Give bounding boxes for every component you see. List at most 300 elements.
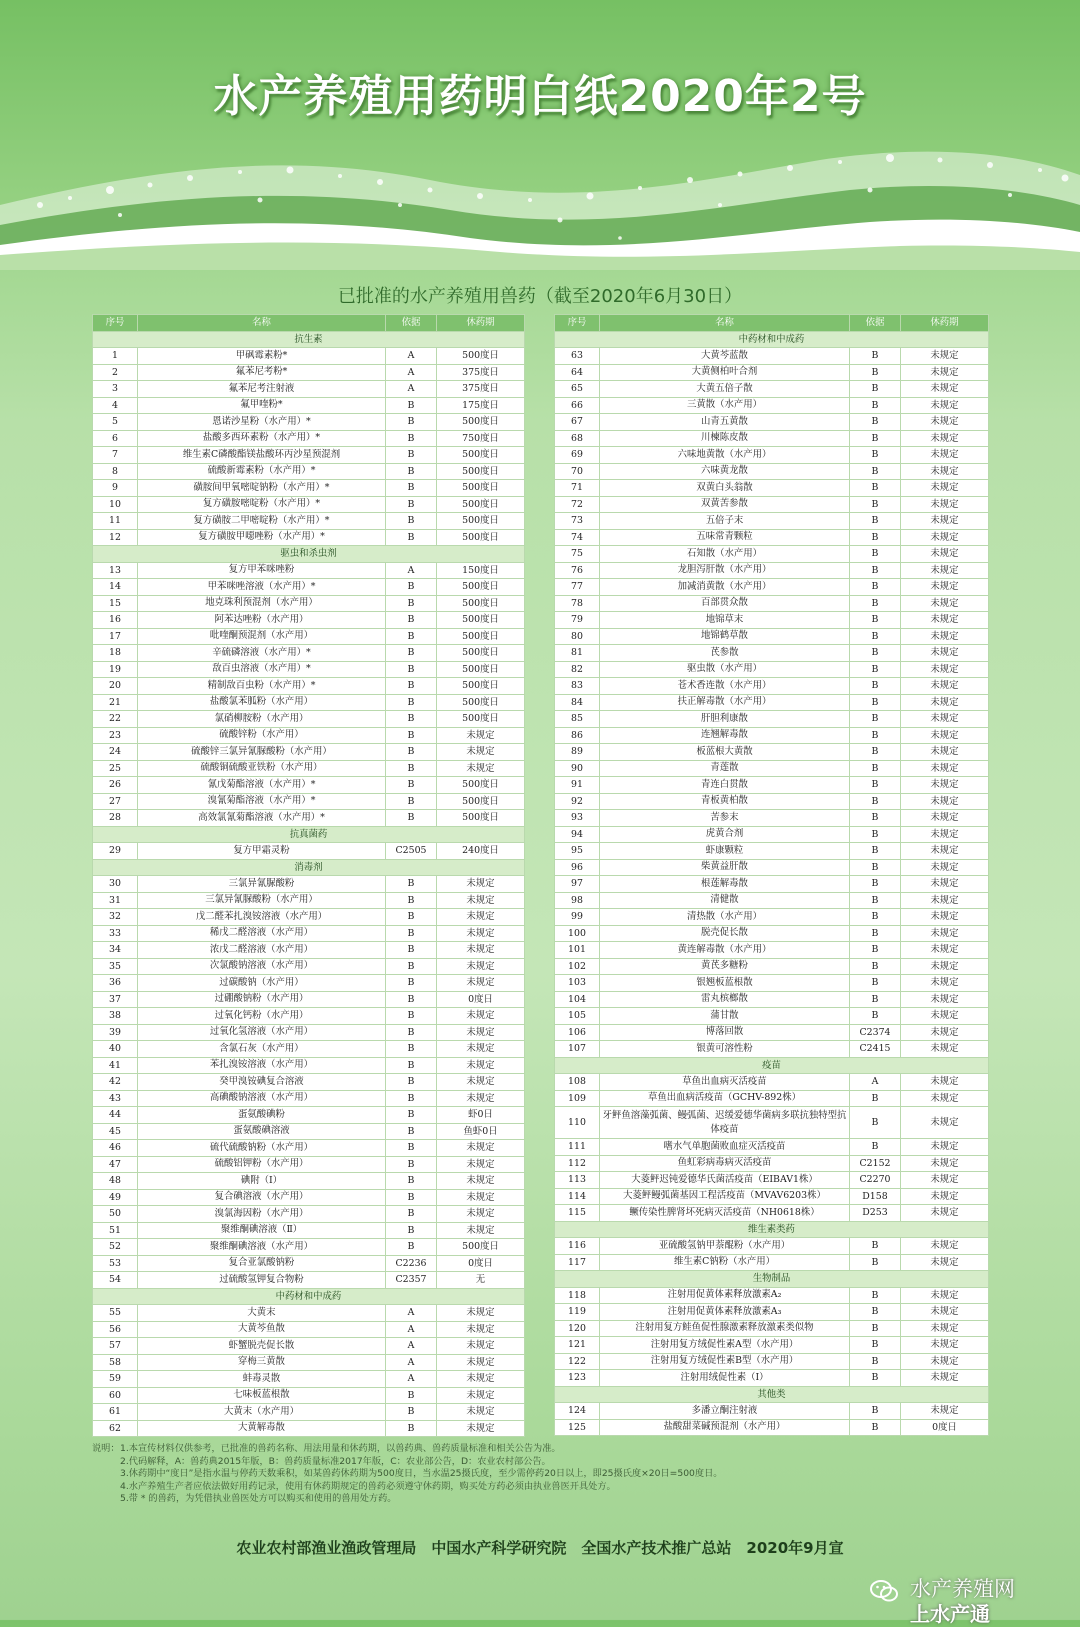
category-row [93,546,525,563]
cell-no: 92 [555,793,600,810]
header-name: 名称 [600,315,850,332]
cell-name: 复方甲霜灵粉 [138,843,386,860]
cell-name: 嗜水气单胞菌败血症灭活疫苗 [600,1139,850,1156]
table-row [93,1338,525,1355]
cell-name: 聚维酮碘溶液（Ⅱ） [138,1222,386,1239]
table-row [555,843,989,860]
cell-withdrawal: 未规定 [901,975,989,992]
cell-basis: B [850,1320,901,1337]
cell-withdrawal: 未规定 [901,579,989,596]
cell-name: 亚硫酸氢钠甲萘醌粉（水产用） [600,1238,850,1255]
cell-no: 111 [555,1139,600,1156]
cell-name: 硫酸铜硫酸亚铁粉（水产用） [138,760,386,777]
cell-no: 57 [93,1338,138,1355]
cell-name: 草鱼出血病活疫苗（GCHV-892株） [600,1090,850,1107]
table-row [555,694,989,711]
cell-no: 72 [555,496,600,513]
cell-name: 地锦鹤草散 [600,628,850,645]
cell-no: 5 [93,414,138,431]
table-row [555,463,989,480]
cell-basis: B [850,414,901,431]
cell-withdrawal: 未规定 [437,1189,525,1206]
cell-name: 柴黄益肝散 [600,859,850,876]
cell-basis: C2357 [386,1272,437,1289]
cell-withdrawal: 500度日 [437,529,525,546]
cell-withdrawal: 未规定 [901,1337,989,1354]
table-row [93,1057,525,1074]
cell-no: 34 [93,942,138,959]
cell-no: 17 [93,628,138,645]
cell-withdrawal: 500度日 [437,463,525,480]
table-row [555,1074,989,1091]
cell-name: 注射用促黄体素释放激素A₃ [600,1304,850,1321]
cell-no: 52 [93,1239,138,1256]
cell-basis: C2505 [386,843,437,860]
cell-no: 19 [93,661,138,678]
cell-basis: B [850,1090,901,1107]
cell-no: 116 [555,1238,600,1255]
cell-withdrawal: 未规定 [901,793,989,810]
table-row [555,744,989,761]
cell-basis: B [386,1057,437,1074]
cell-name: 地克珠利预混剂（水产用） [138,595,386,612]
cell-basis: B [850,1238,901,1255]
cell-name: 五味常青颗粒 [600,529,850,546]
cell-basis: B [386,612,437,629]
cell-basis: B [850,562,901,579]
table-row [93,958,525,975]
cell-name: 芪参散 [600,645,850,662]
cell-name: 盐酸氯苯胍粉（水产用） [138,694,386,711]
cell-no: 118 [555,1287,600,1304]
cell-no: 2 [93,364,138,381]
cell-no: 120 [555,1320,600,1337]
cell-withdrawal: 未规定 [901,991,989,1008]
cell-no: 104 [555,991,600,1008]
cell-basis: B [386,1173,437,1190]
cell-withdrawal: 未规定 [901,1024,989,1041]
cell-withdrawal: 无 [437,1272,525,1289]
cell-no: 124 [555,1403,600,1420]
table-row [555,711,989,728]
cell-withdrawal: 500度日 [437,612,525,629]
table-row [93,463,525,480]
table-row [555,1024,989,1041]
cell-withdrawal: 未规定 [901,925,989,942]
table-row [93,1206,525,1223]
cell-basis: B [386,1404,437,1421]
cell-name: 注射用复方绒促性素B型（水产用） [600,1353,850,1370]
cell-withdrawal: 未规定 [901,562,989,579]
header-no: 序号 [555,315,600,332]
category-row [93,859,525,876]
cell-withdrawal: 未规定 [901,1107,989,1139]
cell-withdrawal: 500度日 [437,793,525,810]
cell-basis: B [850,958,901,975]
cell-withdrawal: 未规定 [901,1304,989,1321]
cell-name: 大黄芩蓝散 [600,348,850,365]
cell-basis: B [386,744,437,761]
cell-no: 16 [93,612,138,629]
cell-basis: B [850,892,901,909]
table-row [555,595,989,612]
cell-withdrawal: 未规定 [901,1320,989,1337]
cell-name: 驱虫散（水产用） [600,661,850,678]
cell-basis: B [386,595,437,612]
cell-basis: B [850,1403,901,1420]
cell-name: 阿苯达唑粉（水产用） [138,612,386,629]
table-row [93,496,525,513]
table-row [555,1238,989,1255]
cell-no: 96 [555,859,600,876]
cell-name: 鱼虹彩病毒病灭活疫苗 [600,1155,850,1172]
table-row [93,513,525,530]
cell-name: 戊二醛苯扎溴铵溶液（水产用） [138,909,386,926]
cell-withdrawal: 未规定 [437,1156,525,1173]
page-title: 水产养殖用药明白纸2020年2号 [213,71,867,122]
table-row [93,430,525,447]
right-drug-table [554,314,989,1436]
cell-withdrawal: 未规定 [437,1420,525,1437]
cell-no: 37 [93,991,138,1008]
cell-basis: B [386,909,437,926]
table-row [555,909,989,926]
cell-name: 恩诺沙星粉（水产用）* [138,414,386,431]
cell-no: 62 [93,1420,138,1437]
cell-no: 107 [555,1041,600,1058]
cell-withdrawal: 未规定 [901,447,989,464]
cell-basis: B [386,1090,437,1107]
cell-basis: D253 [850,1205,901,1222]
table-row [555,925,989,942]
table-row [93,1387,525,1404]
cell-withdrawal: 未规定 [437,1305,525,1322]
table-row [93,991,525,1008]
cell-withdrawal: 500度日 [437,447,525,464]
category-label: 疫苗 [555,1057,989,1074]
table-row [555,628,989,645]
cell-no: 66 [555,397,600,414]
cell-name: 次氯酸钠溶液（水产用） [138,958,386,975]
cell-basis: B [850,777,901,794]
cell-name: 青连白贯散 [600,777,850,794]
cell-name: 大菱鲆鳗弧菌基因工程活疫苗（MVAV6203株） [600,1188,850,1205]
cell-withdrawal: 未规定 [437,727,525,744]
cell-name: 浓戊二醛溶液（水产用） [138,942,386,959]
table-row [93,414,525,431]
cell-no: 32 [93,909,138,926]
cell-name: 碘附（Ⅰ） [138,1173,386,1190]
table-row [555,1107,989,1139]
cell-no: 4 [93,397,138,414]
cell-no: 106 [555,1024,600,1041]
cell-name: 高效氯氰菊酯溶液（水产用）* [138,810,386,827]
cell-withdrawal: 未规定 [437,1140,525,1157]
cell-basis: B [850,595,901,612]
cell-name: 盐酸多西环素粉（水产用）* [138,430,386,447]
cell-name: 三氯异氰脲酸粉（水产用） [138,892,386,909]
cell-basis: B [386,661,437,678]
cell-basis: B [386,777,437,794]
cell-name: 青莲散 [600,760,850,777]
cell-no: 51 [93,1222,138,1239]
cell-name: 甲砜霉素粉* [138,348,386,365]
cell-withdrawal: 未规定 [901,364,989,381]
cell-withdrawal: 鱼虾0日 [437,1123,525,1140]
cell-no: 11 [93,513,138,530]
cell-withdrawal: 未规定 [901,810,989,827]
cell-name: 精制敌百虫粉（水产用）* [138,678,386,695]
cell-no: 70 [555,463,600,480]
cell-name: 山青五黄散 [600,414,850,431]
cell-name: 黄连解毒散（水产用） [600,942,850,959]
table-row [555,1320,989,1337]
cell-basis: B [850,991,901,1008]
cell-no: 38 [93,1008,138,1025]
table-row [555,364,989,381]
table-row [555,876,989,893]
cell-withdrawal: 未规定 [901,1155,989,1172]
cell-name: 过氧化氢溶液（水产用） [138,1024,386,1041]
cell-no: 121 [555,1337,600,1354]
cell-basis: B [850,1107,901,1139]
table-row [555,958,989,975]
cell-withdrawal: 未规定 [437,909,525,926]
cell-basis: B [386,1107,437,1124]
cell-basis: B [850,447,901,464]
table-row [555,777,989,794]
cell-name: 草鱼出血病灭活疫苗 [600,1074,850,1091]
cell-name: 复方磺胺甲噁唑粉（水产用）* [138,529,386,546]
cell-withdrawal: 未规定 [901,397,989,414]
cell-withdrawal: 未规定 [901,843,989,860]
cell-no: 8 [93,463,138,480]
cell-name: 地锦草末 [600,612,850,629]
cell-basis: B [850,661,901,678]
cell-withdrawal: 未规定 [437,1354,525,1371]
cell-name: 复方磺胺嘧啶粉（水产用）* [138,496,386,513]
table-row [555,1287,989,1304]
cell-withdrawal: 未规定 [901,892,989,909]
cell-name: 大黄解毒散 [138,1420,386,1437]
cell-withdrawal: 未规定 [901,430,989,447]
cell-withdrawal: 500度日 [437,513,525,530]
cell-basis: A [386,348,437,365]
cell-no: 97 [555,876,600,893]
cell-no: 65 [555,381,600,398]
cell-basis: B [850,793,901,810]
cell-basis: B [850,727,901,744]
cell-basis: B [386,1140,437,1157]
cell-no: 58 [93,1354,138,1371]
table-row [93,1074,525,1091]
cell-no: 55 [93,1305,138,1322]
cell-no: 46 [93,1140,138,1157]
cell-basis: B [386,991,437,1008]
cell-name: 蚌毒灵散 [138,1371,386,1388]
category-label: 维生素类药 [555,1221,989,1238]
cell-no: 23 [93,727,138,744]
table-row [93,694,525,711]
cell-no: 24 [93,744,138,761]
cell-withdrawal: 500度日 [437,1239,525,1256]
cell-withdrawal: 未规定 [437,1387,525,1404]
table-row [93,1008,525,1025]
table-row [93,447,525,464]
table-row [555,513,989,530]
cell-no: 47 [93,1156,138,1173]
cell-name: 注射用绒促性素（Ⅰ） [600,1370,850,1387]
cell-name: 雷丸槟榔散 [600,991,850,1008]
cell-basis: B [850,364,901,381]
cell-basis: B [386,694,437,711]
cell-basis: B [386,480,437,497]
cell-no: 123 [555,1370,600,1387]
cell-basis: C2374 [850,1024,901,1041]
cell-no: 71 [555,480,600,497]
cell-no: 85 [555,711,600,728]
cell-basis: B [386,1222,437,1239]
cell-no: 117 [555,1254,600,1271]
cell-no: 78 [555,595,600,612]
cell-no: 76 [555,562,600,579]
cell-no: 54 [93,1272,138,1289]
cell-name: 穿梅三黄散 [138,1354,386,1371]
cell-name: 氟苯尼考粉* [138,364,386,381]
cell-name: 大菱鲆迟钝爱德华氏菌活疫苗（EIBAV1株） [600,1172,850,1189]
table-row [555,480,989,497]
cell-withdrawal: 175度日 [437,397,525,414]
cell-basis: A [386,1354,437,1371]
cell-withdrawal: 500度日 [437,595,525,612]
cell-basis: B [850,496,901,513]
cell-basis: B [386,925,437,942]
cell-name: 蒲甘散 [600,1008,850,1025]
note-item: 1.本宣传材料仅供参考，已批准的兽药名称、用法用量和休药期，以兽药典、兽药质量标准和相关公告为准。 [120,1443,561,1454]
cell-no: 50 [93,1206,138,1223]
cell-no: 84 [555,694,600,711]
cell-basis: B [386,678,437,695]
table-row [93,760,525,777]
cell-no: 20 [93,678,138,695]
cell-withdrawal: 未规定 [901,744,989,761]
cell-withdrawal: 未规定 [437,1008,525,1025]
table-row [93,1404,525,1421]
cell-basis: B [386,1156,437,1173]
cell-withdrawal: 未规定 [437,958,525,975]
table-row [555,645,989,662]
cell-withdrawal: 未规定 [901,595,989,612]
cell-basis: C2152 [850,1155,901,1172]
cell-withdrawal: 未规定 [901,463,989,480]
table-row [93,1222,525,1239]
cell-withdrawal: 500度日 [437,645,525,662]
cell-basis: B [850,826,901,843]
cell-no: 22 [93,711,138,728]
cell-name: 龙胆泻肝散（水产用） [600,562,850,579]
cell-basis: B [386,1387,437,1404]
header-no: 序号 [93,315,138,332]
cell-no: 41 [93,1057,138,1074]
cell-basis: B [386,1074,437,1091]
table-row [555,397,989,414]
cell-no: 80 [555,628,600,645]
cell-basis: B [386,1239,437,1256]
cell-name: 注射用复方鲑鱼促性腺激素释放激素类似物 [600,1320,850,1337]
cell-basis: B [850,645,901,662]
notes-label: 说明： [92,1443,120,1454]
cell-basis: B [386,1041,437,1058]
cell-no: 110 [555,1107,600,1139]
cell-no: 93 [555,810,600,827]
table-row [555,826,989,843]
notes-section [92,1443,972,1506]
cell-withdrawal: 未规定 [437,876,525,893]
table-row [555,991,989,1008]
cell-no: 43 [93,1090,138,1107]
table-row [93,579,525,596]
cell-withdrawal: 未规定 [437,1090,525,1107]
cell-name: 溴氰菊酯溶液（水产用）* [138,793,386,810]
cell-name: 过氧化钙粉（水产用） [138,1008,386,1025]
cell-no: 99 [555,909,600,926]
table-row [93,1090,525,1107]
cell-name: 板蓝根大黄散 [600,744,850,761]
cell-withdrawal: 未规定 [437,760,525,777]
cell-no: 3 [93,381,138,398]
cell-name: 甲苯咪唑溶液（水产用）* [138,579,386,596]
cell-basis: B [850,744,901,761]
table-row [93,628,525,645]
cell-name: 复合碘溶液（水产用） [138,1189,386,1206]
cell-withdrawal: 750度日 [437,430,525,447]
header-basis: 依据 [386,315,437,332]
table-row [555,1403,989,1420]
table-row [93,661,525,678]
cell-name: 肝胆利康散 [600,711,850,728]
table-row [93,925,525,942]
cell-name: 银翘板蓝根散 [600,975,850,992]
cell-no: 119 [555,1304,600,1321]
table-row [555,1370,989,1387]
cell-no: 31 [93,892,138,909]
cell-withdrawal: 未规定 [437,1404,525,1421]
cell-basis: B [850,1353,901,1370]
cell-basis: B [386,1206,437,1223]
cell-name: 癸甲溴铵碘复合溶液 [138,1074,386,1091]
cell-no: 30 [93,876,138,893]
cell-name: 稀戊二醛溶液（水产用） [138,925,386,942]
table-row [555,760,989,777]
table-row [555,859,989,876]
header-name: 名称 [138,315,386,332]
cell-withdrawal: 未规定 [901,1205,989,1222]
cell-withdrawal: 未规定 [901,777,989,794]
table-row [93,1173,525,1190]
cell-no: 83 [555,678,600,695]
cell-basis: B [386,463,437,480]
cell-withdrawal: 未规定 [901,348,989,365]
cell-no: 105 [555,1008,600,1025]
cell-no: 109 [555,1090,600,1107]
cell-name: 川楝陈皮散 [600,430,850,447]
cell-basis: A [850,1074,901,1091]
cell-withdrawal: 未规定 [901,826,989,843]
cell-basis: B [386,496,437,513]
note-item: 4.水产养殖生产者应依法做好用药记录，使用有休药期规定的兽药必须遵守休药期，购买处方药必须由执业兽医开具处方。 [120,1480,616,1492]
cell-basis: B [850,975,901,992]
category-row [555,1271,989,1288]
